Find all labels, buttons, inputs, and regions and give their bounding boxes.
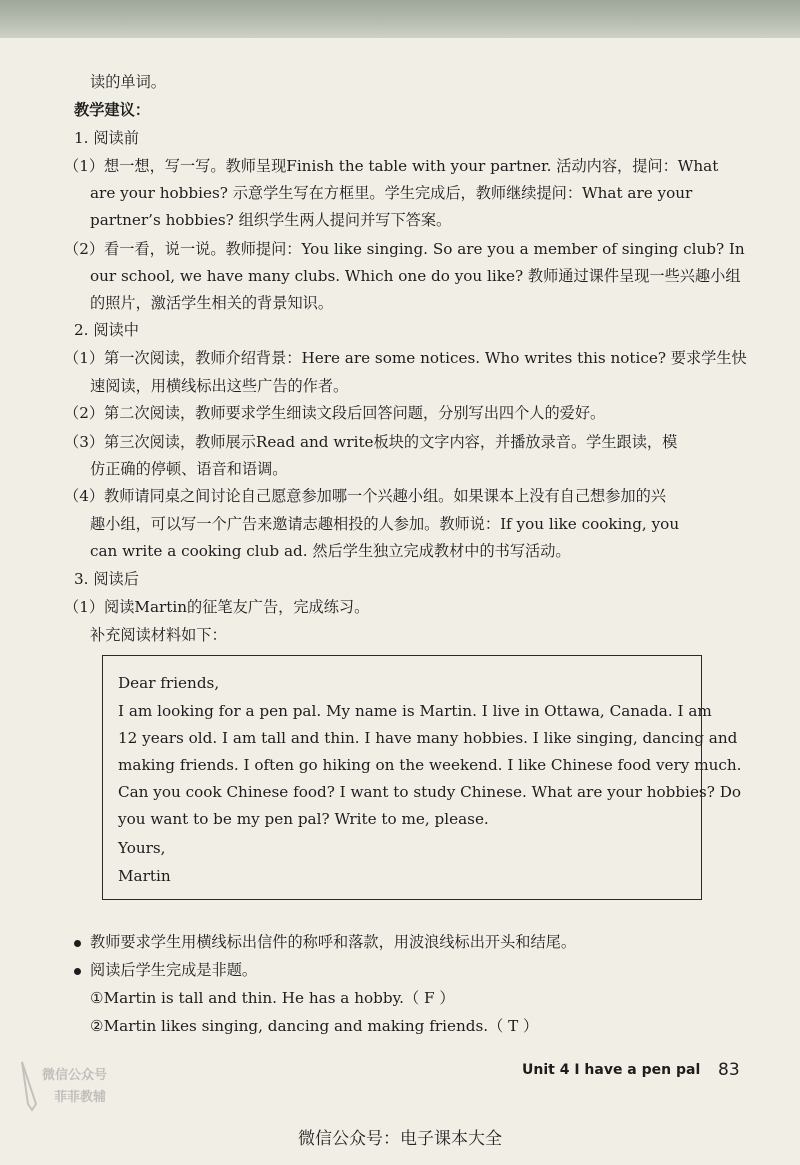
text-line: partner’s hobbies? 组织学生两人提问并写下答案。 (90, 211, 452, 229)
letter-line: Martin (118, 867, 171, 885)
watermark-line: 微信公众号 (42, 1068, 108, 1083)
text-line: 速阅读，用横线标出这些广告的作者。 (90, 377, 349, 395)
subsection-heading: 1. 阅读前 (74, 129, 139, 147)
text-line: 的照片，激活学生相关的背景知识。 (90, 294, 333, 312)
text-line: our school, we have many clubs. Which one do you like? 教师通过课件呈现一些兴趣小组 (90, 267, 741, 285)
text-line: （2）第二次阅读，教师要求学生细读文段后回答问题，分别写出四个人的爱好。 (64, 404, 606, 422)
letter-line: Dear friends, (118, 674, 220, 692)
subsection-heading: 2. 阅读中 (74, 321, 139, 339)
running-footer: Unit 4 I have a pen pal (522, 1062, 701, 1078)
subsection-heading: 3. 阅读后 (74, 570, 139, 588)
text-line: are your hobbies? 示意学生写在方框里。学生完成后，教师继续提问：What are your (90, 184, 693, 202)
letter-line: I am looking for a pen pal. My name is Martin. I live in Ottawa, Canada. I am (118, 702, 712, 720)
text-line: 仿正确的停顿、语音和语调。 (90, 460, 288, 478)
text-line: 读的单词。 (90, 73, 166, 91)
watermark (22, 1058, 132, 1118)
letter-line: Yours, (118, 839, 166, 857)
text-line: （1）阅读Martin的征笔友广告，完成练习。 (64, 598, 370, 616)
bullet-dot (74, 968, 81, 975)
text-line: （1）想一想，写一写。教师呈现Finish the table with your partner. 活动内容，提问：What (64, 157, 719, 175)
letter-line: making friends. I often go hiking on the weekend. I like Chinese food very much. (118, 756, 742, 774)
text-line: （3）第三次阅读，教师展示Read and write板块的文字内容，并播放录音。学生跟读，模 (64, 433, 678, 451)
statement-line: ②Martin likes singing, dancing and making friends.（ T ） (90, 1017, 539, 1035)
letter-line: 12 years old. I am tall and thin. I have many hobbies. I like singing, dancing and (118, 729, 738, 747)
watermark-line: 菲菲教辅 (54, 1090, 107, 1105)
text-line: 趣小组，可以写一个广告来邀请志趣相投的人参加。教师说：If you like cooking, you (90, 515, 680, 533)
section-heading: 教学建议： (74, 101, 150, 119)
top-photo-strip (0, 0, 800, 38)
letter-line: Can you cook Chinese food? I want to study Chinese. What are your hobbies? Do (118, 783, 742, 801)
text-line: （4）教师请同桌之间讨论自己愿意参加哪一个兴趣小组。如果课本上没有自己想参加的兴 (64, 487, 666, 505)
pencil-icon (14, 1058, 44, 1114)
bullet-text: 教师要求学生用横线标出信件的称呼和落款，用波浪线标出开头和结尾。 (90, 933, 576, 951)
text-line: （2）看一看，说一说。教师提问：You like singing. So are you a member of singing club? In (64, 240, 745, 258)
page-number: 83 (718, 1060, 740, 1080)
statement-line: ①Martin is tall and thin. He has a hobby.（ F ） (90, 989, 455, 1007)
letter-line: you want to be my pen pal? Write to me, please. (118, 810, 489, 828)
text-line: 补充阅读材料如下： (90, 626, 227, 644)
bottom-caption: 微信公众号：电子课本大全 (298, 1129, 502, 1149)
text-line: can write a cooking club ad. 然后学生独立完成教材中的书写活动。 (90, 542, 571, 560)
text-line: （1）第一次阅读，教师介绍背景：Here are some notices. Who writes this notice? 要求学生快 (64, 349, 747, 367)
bullet-text: 阅读后学生完成是非题。 (90, 961, 258, 979)
bullet-dot (74, 940, 81, 947)
